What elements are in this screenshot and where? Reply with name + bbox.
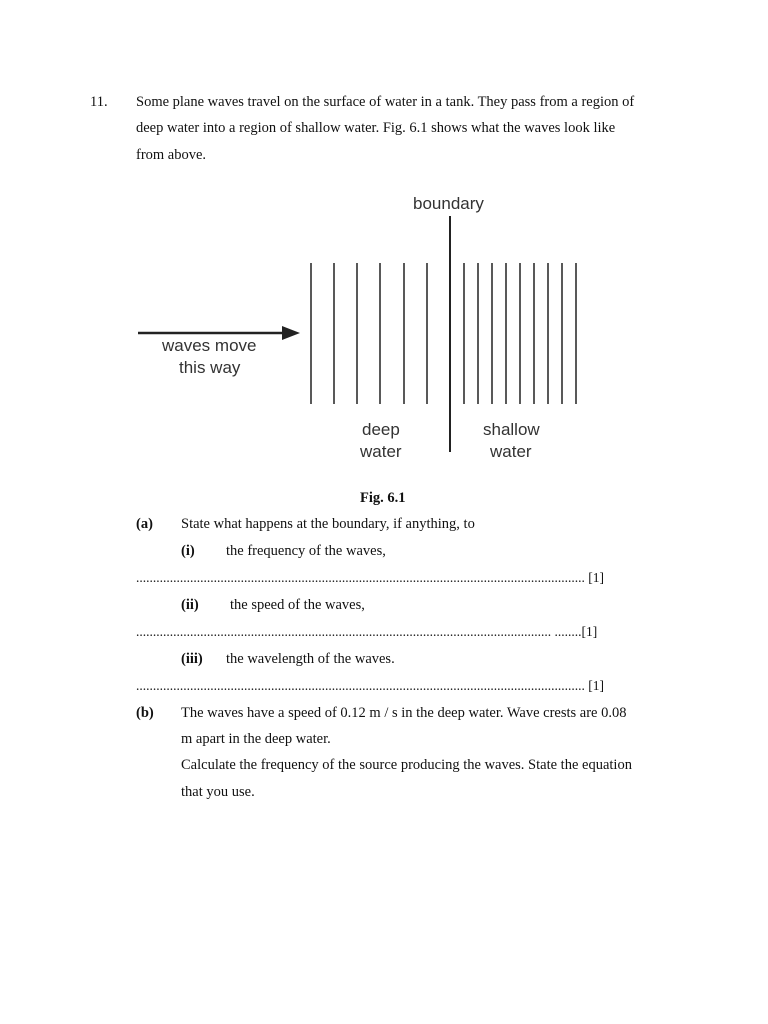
part-b-line-2: m apart in the deep water. [181, 731, 331, 747]
answer-line-a-iii[interactable]: ..................................................................................................................................... [1] [136, 678, 604, 693]
answer-line-a-i[interactable]: ..................................................................................................................................... [1] [136, 570, 604, 585]
part-b-line-3: Calculate the frequency of the source producing the waves. State the equation [181, 757, 632, 773]
question-intro-line-3: from above. [136, 147, 207, 163]
question-intro-line-1: Some plane waves travel on the surface of water in a tank. They pass from a region of [136, 94, 635, 110]
shallow-water-wavefronts [464, 263, 576, 404]
question-number: 11. [90, 94, 108, 110]
part-a-ii-label: (ii) [181, 597, 199, 613]
part-a-i-text: the frequency of the waves, [226, 543, 386, 559]
shallow-label-line-1: shallow [483, 420, 540, 439]
part-b-line-4: that you use. [181, 784, 255, 800]
wave-diagram [0, 0, 768, 480]
part-a-ii-text: the speed of the waves, [230, 597, 365, 613]
arrow-label-line-2: this way [179, 358, 241, 377]
part-a-i-label: (i) [181, 543, 195, 559]
deep-water-wavefronts [311, 263, 427, 404]
answer-line-a-ii[interactable]: ........................................................................................................................... ........[1] [136, 624, 598, 639]
boundary-label: boundary [413, 194, 484, 213]
part-a-iii-text: the wavelength of the waves. [226, 651, 395, 667]
part-a-stem: State what happens at the boundary, if anything, to [181, 516, 475, 532]
shallow-label-line-2: water [490, 442, 532, 461]
deep-label-line-2: water [360, 442, 402, 461]
arrow-label-line-1: waves move [162, 336, 257, 355]
deep-label-line-1: deep [362, 420, 400, 439]
question-intro-line-2: deep water into a region of shallow water. Fig. 6.1 shows what the waves look like [136, 120, 616, 136]
part-a-label: (a) [136, 516, 153, 532]
part-a-iii-label: (iii) [181, 651, 203, 667]
part-b-line-1: The waves have a speed of 0.12 m / s in the deep water. Wave crests are 0.08 [181, 705, 627, 721]
part-b-label: (b) [136, 705, 154, 721]
figure-caption: Fig. 6.1 [360, 490, 406, 506]
